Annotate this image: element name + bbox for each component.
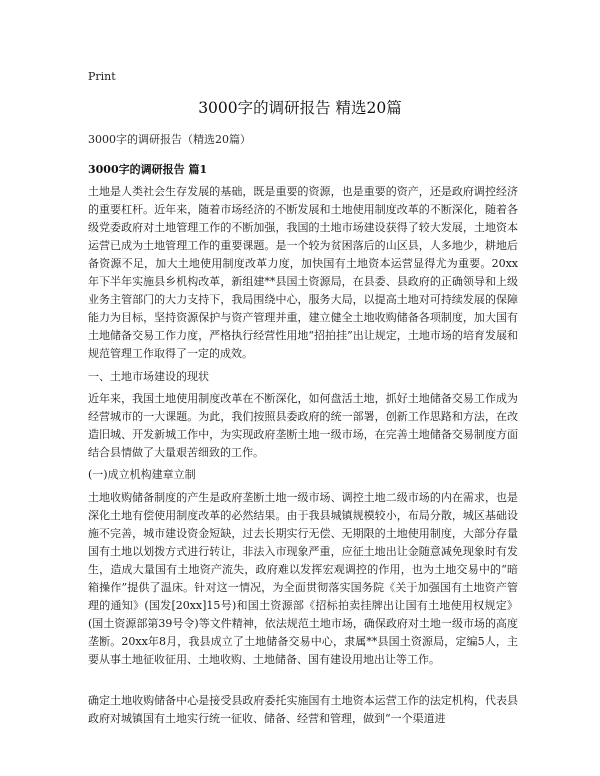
document-subtitle: 3000字的调研报告（精选20篇） (88, 133, 251, 146)
paragraph-agency-details: 土地收购储备制度的产生是政府垄断土地一级市场、调控土地二级市场的内在需求，也是深化土地有偿使用制度改革的必然结果。由于我县城镇规模较小，布局分散，城区基础设施不完善，城市建设资金短缺，过去长期实行无偿、无期限的土地使用制度，大部分存量国有土地以划拨方式进行转让，非法入市现象严重，应征土地出让金随意减免现象时有发生，造成大量国有土地资产流失，政府难以发挥宏观调控的作用，也为土地交易中的“暗箱操作”提供了温床。针对这一情况，为全面贯彻落实国务院《关于加强国有土地资产管理的通知》(国发[20xx]15号)和国土资源部《招标拍卖挂牌出让国有土地使用权规定》(国土资源部第39号令)等文件精神，依法规范土地市场，确保政府对土地一级市场的高度垄断。20xx年8月，我县成立了土地储备交易中心，隶属**县国土资源局，定编5人，主要从事土地征收征用、土地收购、土地储备、国有建设用地出让等工作。 (88, 491, 518, 666)
subheading-establish-agency: (一)成立机构建章立制 (88, 468, 196, 481)
subheading-market-status: 一、土地市场建设的现状 (88, 370, 209, 383)
section-heading: 3000字的调研报告 篇1 (88, 163, 208, 176)
print-link[interactable]: Print (88, 70, 116, 83)
page-title: 3000字的调研报告 精选20篇 (198, 99, 402, 117)
paragraph-intro: 土地是人类社会生存发展的基础，既是重要的资源，也是重要的资产，还是政府调控经济的重要杠杆。近年来，随着市场经济的不断发展和土地使用制度改革的不断深化，随着各级党委政府对土地管理工作的不断加强，我国的土地市场建设获得了较大发展，土地资本运营已成为土地管理工作的重要课题。是一个较为贫困落后的山区县，人多地少，耕地后备资源不足，加大土地使用制度改革力度，加快国有土地资本运营显得尤为重要。20xx年下半年实施县乡机构改革，新组建**县国土资源局，在县委、县政府的正确领导和上级业务主管部门的大力支持下，我局围绕中心，服务大局，以提高土地对可持续发展的保障能力为目标，坚持资源保护与资产管理并重，建立健全土地收购储备各项制度，加大国有土地储备交易工作力度，严格执行经营性用地“招拍挂”出让规定，土地市场的培育发展和规范管理工作取得了一定的成效。 (88, 185, 518, 360)
paragraph-reserve-center: 确定土地收购储备中心是接受县政府委托实施国有土地资本运营工作的法定机构，代表县政府对城镇国有土地实行统一征收、储备、经营和管理，做到“一个渠道进 (88, 694, 518, 725)
paragraph-market-status: 近年来，我国土地使用制度改革在不断深化，如何盘活土地，抓好土地储备交易工作成为经营城市的一大课题。为此，我们按照县委政府的统一部署，创新工作思路和方法，在改造旧城、开发新城工作中，为实现政府垄断土地一级市场，在完善土地储备交易制度方面结合县情做了大量艰苦细致的工作。 (88, 392, 518, 459)
